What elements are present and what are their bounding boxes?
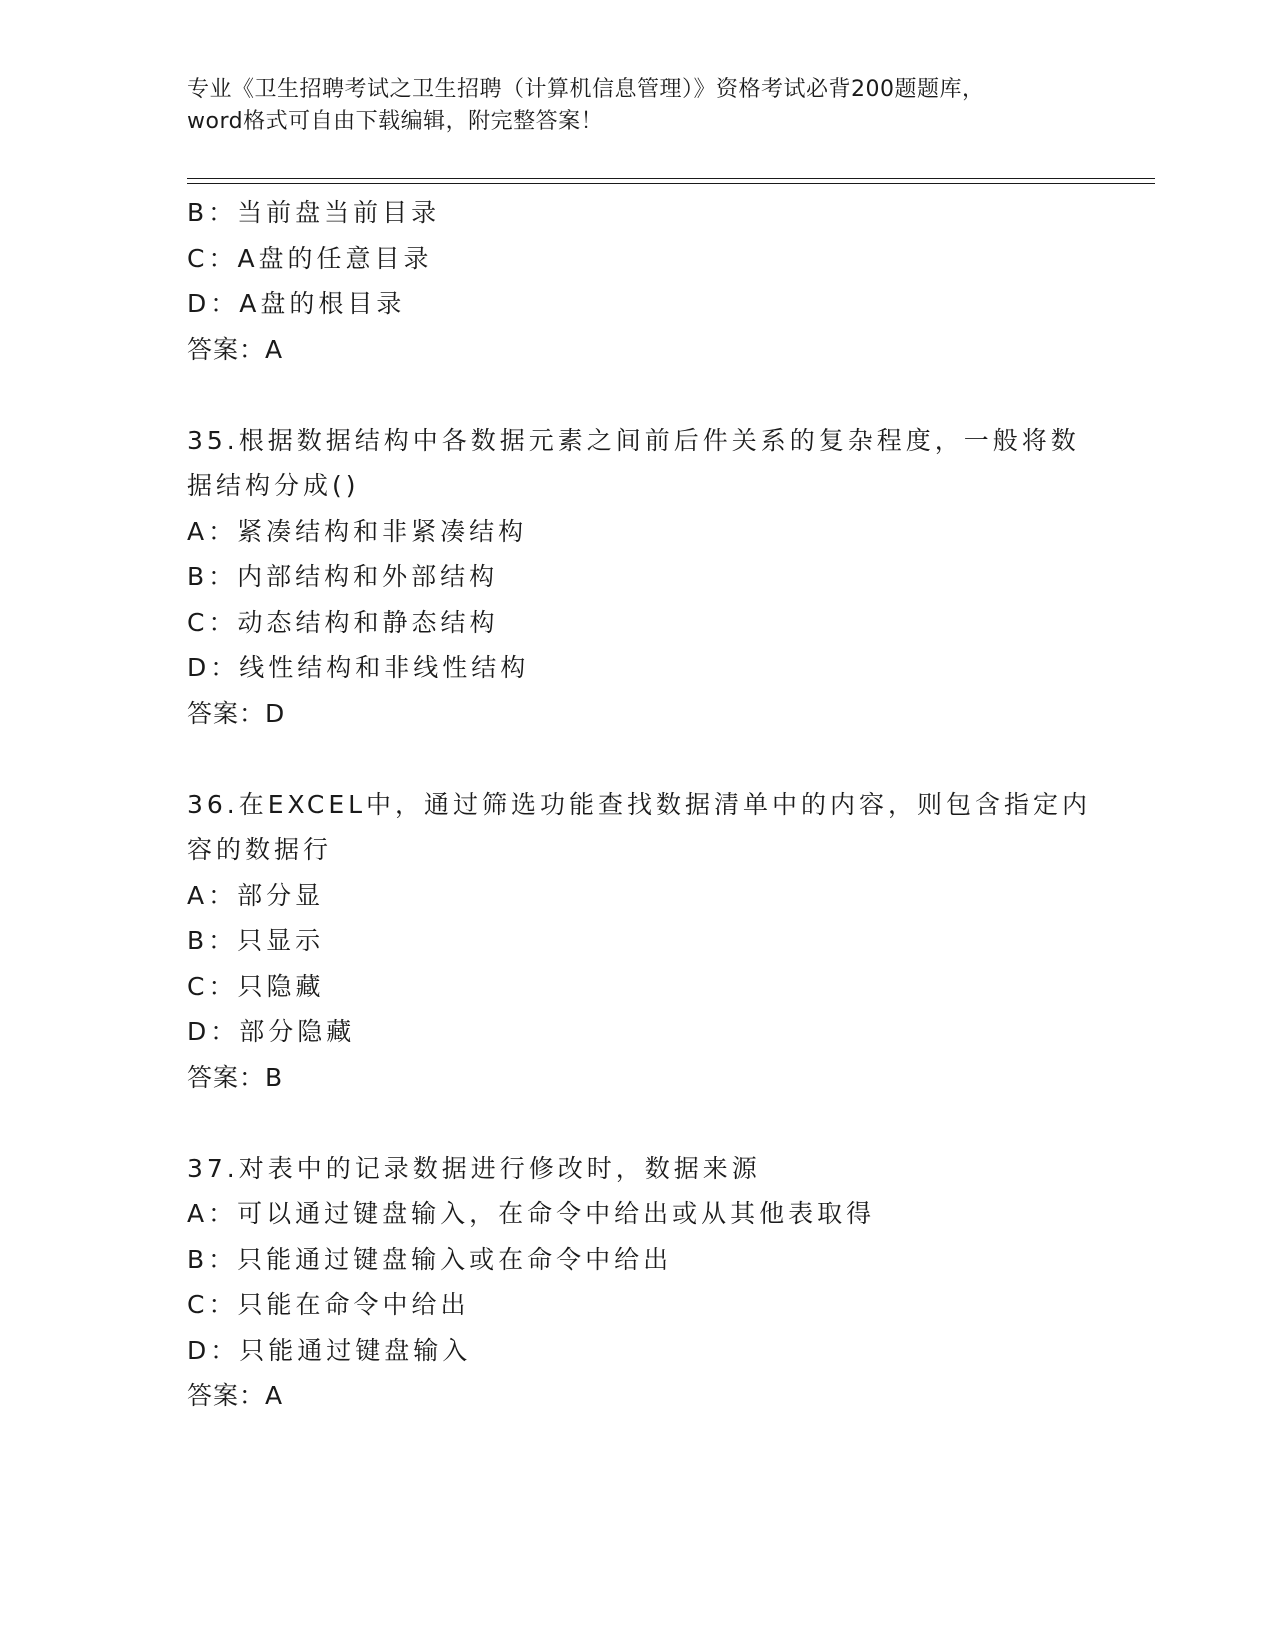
question-stem: 35.根据数据结构中各数据元素之间前后件关系的复杂程度，一般将数 bbox=[187, 425, 1080, 455]
option-c: C：只能在命令中给出 bbox=[187, 1290, 470, 1319]
question-37 bbox=[187, 1146, 1087, 1419]
option-d: D：A盘的根目录 bbox=[187, 289, 406, 318]
option-a: A：紧凑结构和非紧凑结构 bbox=[187, 516, 528, 546]
question-stem: 36.在EXCEL中，通过筛选功能查找数据清单中的内容，则包含指定内 bbox=[187, 789, 1092, 819]
option-c: C：A盘的任意目录 bbox=[187, 243, 433, 273]
answer: 答案：D bbox=[187, 698, 286, 728]
document-header bbox=[187, 74, 1087, 138]
option-d: D：线性结构和非线性结构 bbox=[187, 653, 530, 682]
question-36 bbox=[187, 782, 1092, 1101]
question-35 bbox=[187, 418, 1087, 737]
answer: 答案：A bbox=[187, 1381, 284, 1410]
answer: 答案：A bbox=[187, 334, 284, 364]
header-line-2: word格式可自由下载编辑，附完整答案！ bbox=[187, 109, 604, 134]
header-line-1: 专业《卫生招聘考试之卫生招聘（计算机信息管理）》资格考试必背200题题库， bbox=[187, 77, 985, 102]
question-34-tail bbox=[187, 190, 1087, 372]
option-a: A：部分显 bbox=[187, 880, 325, 910]
question-list bbox=[187, 190, 1092, 1419]
option-b: B：只显示 bbox=[187, 926, 325, 955]
header-rule-bottom bbox=[187, 183, 1155, 184]
question-stem-continued: 据结构分成() bbox=[187, 471, 360, 500]
option-b: B：内部结构和外部结构 bbox=[187, 562, 499, 591]
option-b: B：只能通过键盘输入或在命令中给出 bbox=[187, 1244, 673, 1274]
option-b: B：当前盘当前目录 bbox=[187, 198, 441, 227]
option-c: C：动态结构和静态结构 bbox=[187, 607, 499, 637]
spacer bbox=[187, 372, 1087, 418]
spacer bbox=[187, 1100, 1087, 1146]
option-d: D：只能通过键盘输入 bbox=[187, 1335, 472, 1365]
option-d: D：部分隐藏 bbox=[187, 1017, 356, 1046]
answer: 答案：B bbox=[187, 1062, 284, 1092]
header-rule-top bbox=[187, 178, 1155, 179]
question-stem: 37.对表中的记录数据进行修改时，数据来源 bbox=[187, 1153, 761, 1183]
option-c: C：只隐藏 bbox=[187, 971, 325, 1001]
question-stem-continued: 容的数据行 bbox=[187, 835, 333, 864]
spacer bbox=[187, 736, 1087, 782]
option-a: A：可以通过键盘输入，在命令中给出或从其他表取得 bbox=[187, 1199, 876, 1228]
